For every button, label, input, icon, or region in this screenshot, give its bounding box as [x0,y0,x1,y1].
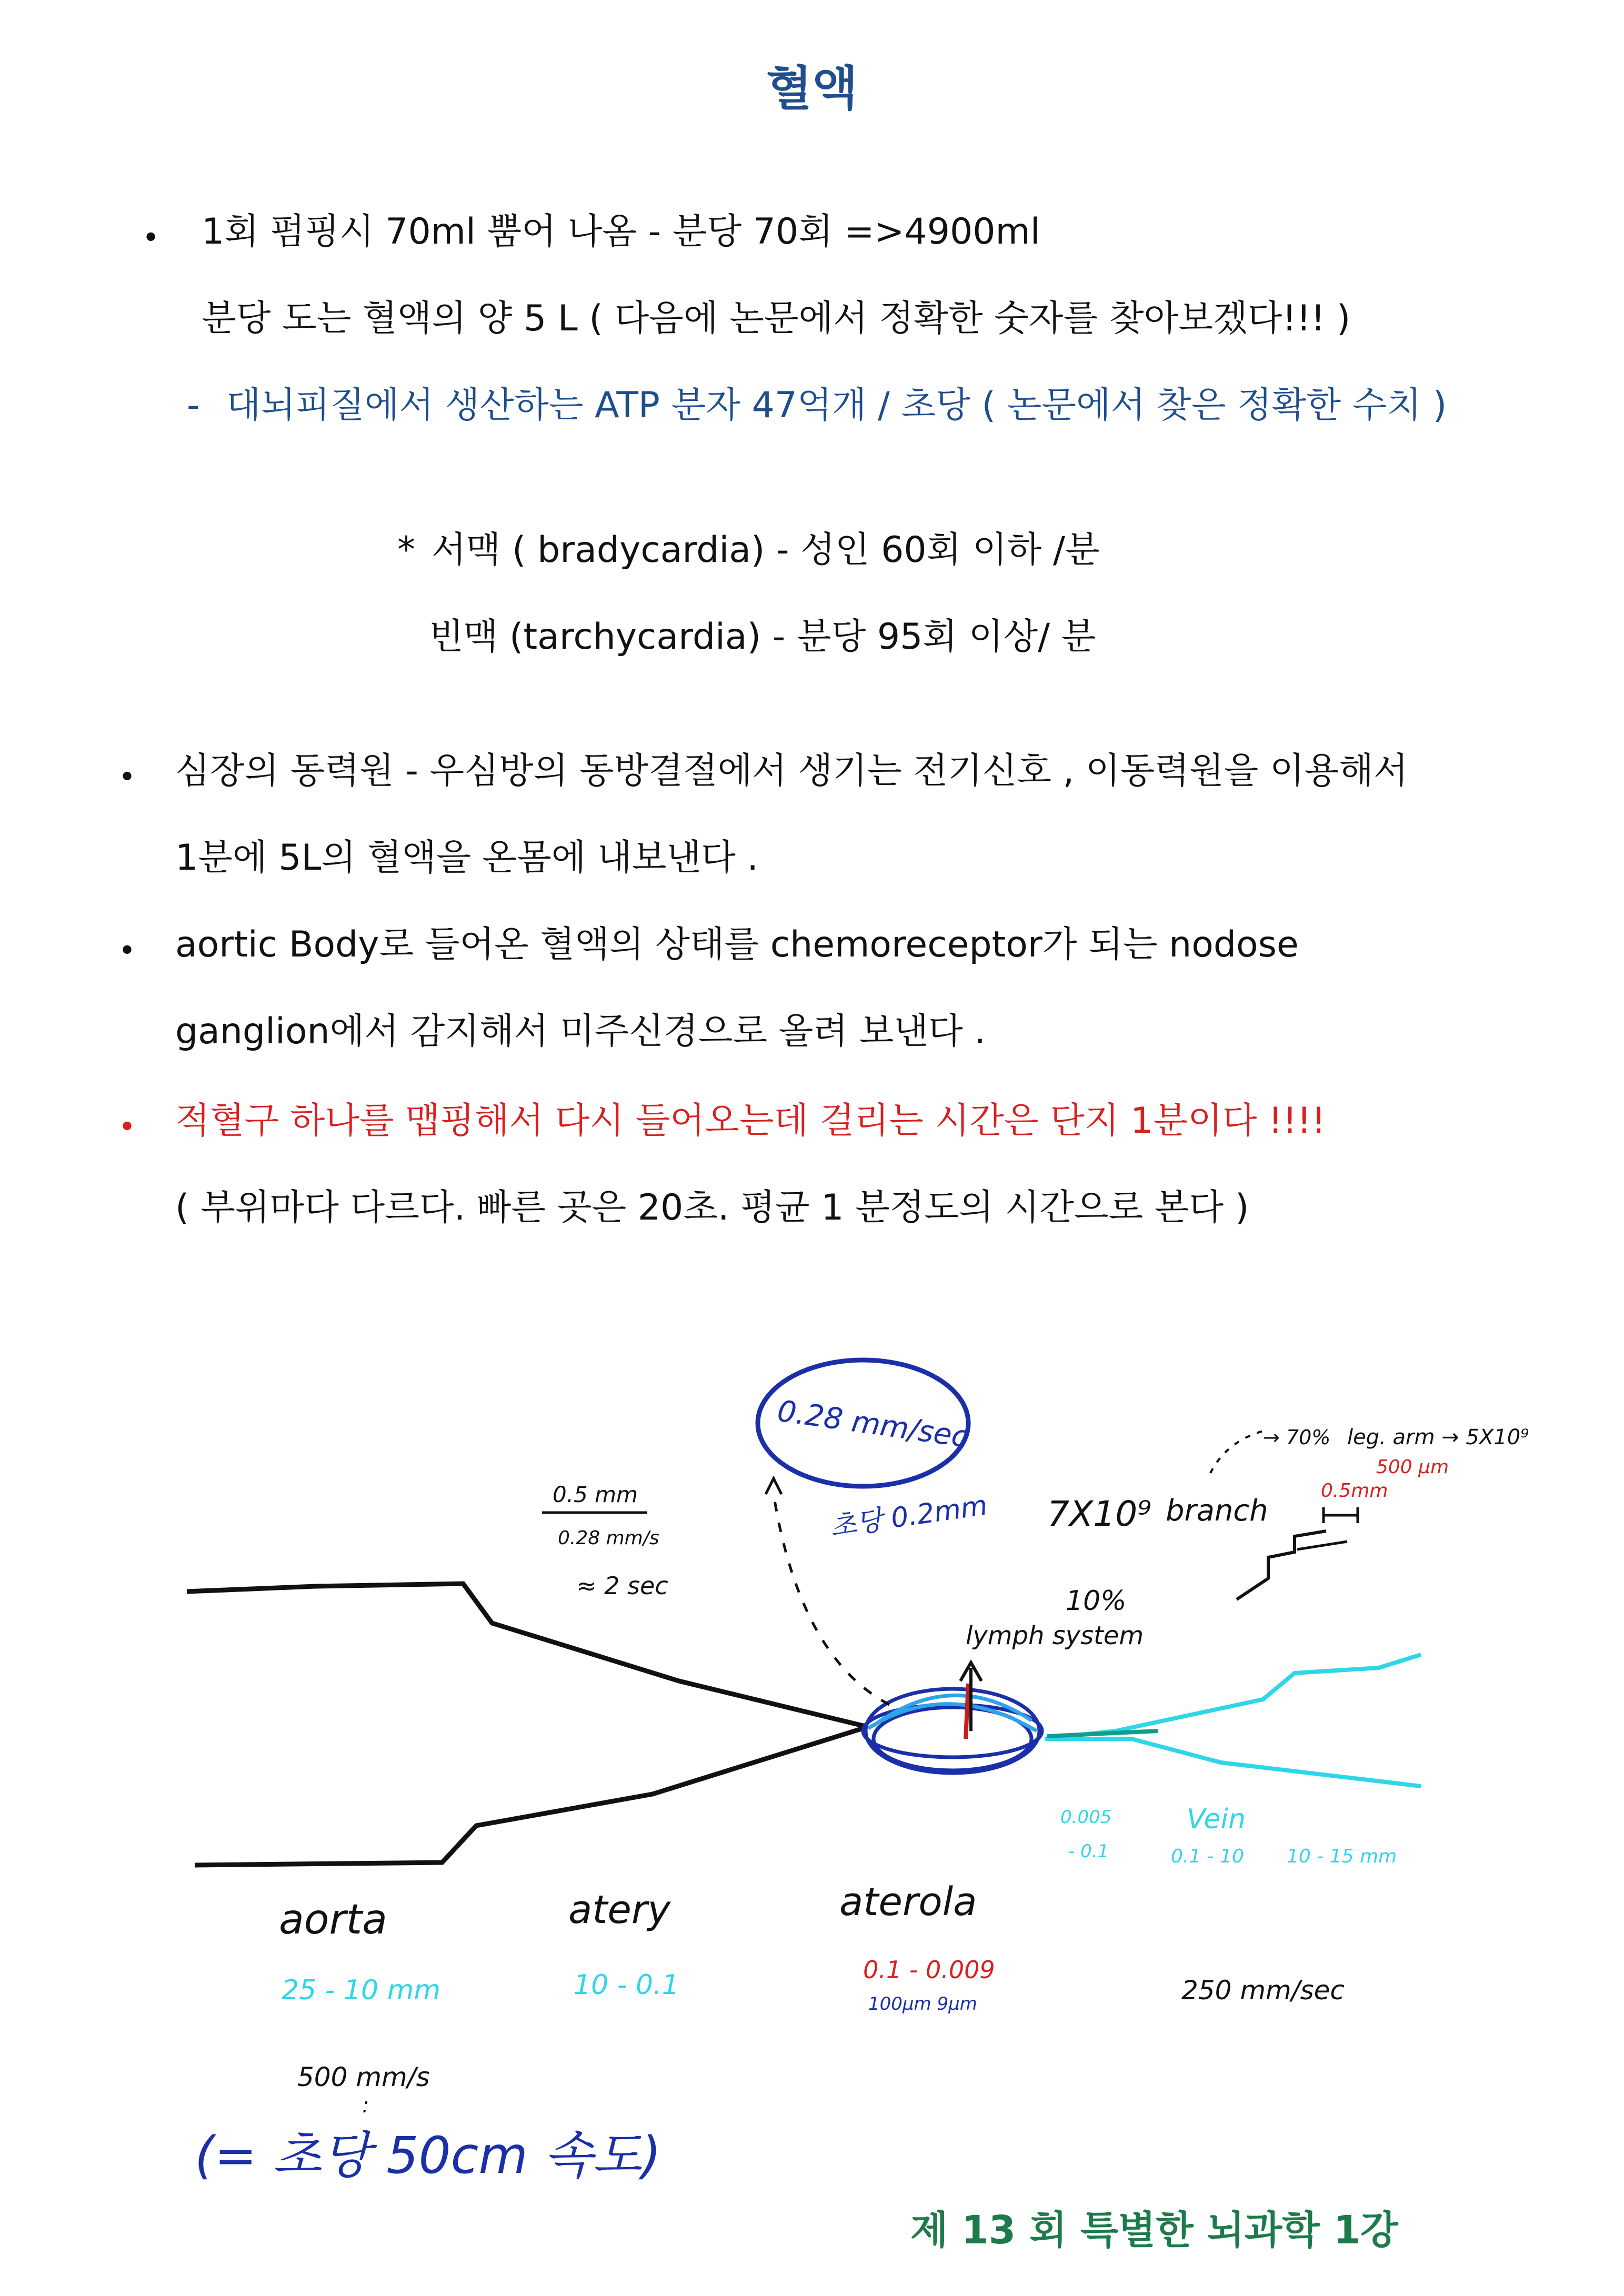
lymph-label: lymph system [966,1621,1144,1650]
dashed-pointer-head [766,1478,781,1494]
page-title: 혈액 [766,61,858,116]
speed-500-colon: : [362,2093,369,2118]
count-label: 7X10⁹ [1047,1494,1151,1534]
speed-500-label: 500 mm/s [297,2062,430,2092]
vein-label: Vein [1187,1804,1246,1835]
aterola-units: 100µm 9µm [868,1993,977,2015]
upper-vessel-line [187,1584,868,1726]
bubble-speed-label: 0.28 mm/sec [775,1394,970,1455]
branch-twig [1297,1542,1347,1549]
per-sec-500-note: (= 초당 50cm 속도) [195,2126,661,2185]
ten-pct-label: 10% [1066,1585,1127,1617]
note-heart-power: 심장의 동력원 - 우심방의 동방결절에서 생기는 전기신호 , 이동력원을 이용해서 [175,750,1408,792]
approx-label: ≈ 2 sec [576,1572,668,1600]
note-aortic-body-cont: ganglion에서 감지해서 미주신경으로 올려 보낸다 . [175,1011,986,1052]
note-red-cell: 적혈구 하나를 맵핑해서 다시 들어오는데 걸리는 시간은 단지 1분이다 !!!! [175,1100,1326,1142]
vein-junction-line [1047,1731,1158,1736]
atery-label: atery [568,1887,671,1932]
fraction-bottom-label: 0.28 mm/s [558,1527,659,1549]
bullet-dot: • [118,934,136,968]
bullet-dot: • [142,221,160,255]
aterola-range: 0.1 - 0.009 [863,1956,995,1984]
um500-label: 500 µm [1376,1456,1449,1478]
lecture-footer: 제 13 회 특별한 뇌과학 1강 [910,2208,1398,2253]
note-bradycardia: 서맥 ( bradycardia) - 성인 60회 이하 /분 [432,529,1100,571]
note-aortic-body: aortic Body로 들어온 혈액의 상태를 chemoreceptor가 되는 nodose [175,924,1299,965]
vein-b-range: 0.1 - 10 [1171,1846,1244,1867]
note-tachycardia: 빈맥 (tarchycardia) - 분당 95회 이상/ 분 [429,616,1096,658]
aterola-label: aterola [839,1879,977,1925]
measure-mark [1324,1507,1358,1523]
aorta-range: 25 - 10 mm [282,1975,440,2006]
vein-upper-line [1045,1655,1421,1739]
dash-marker: - [187,385,200,426]
blood-vessel-sketch [0,1305,1624,2262]
capillary-bed [863,1689,1042,1773]
vein-c-range: 10 - 15 mm [1287,1846,1397,1867]
vein-lower-line [1047,1739,1421,1786]
speed-250-label: 250 mm/sec [1181,1975,1345,2006]
branch-label: branch [1166,1494,1268,1528]
lower-vessel-line [195,1728,863,1865]
mm05-label: 0.5mm [1321,1480,1388,1502]
atery-range: 10 - 0.1 [574,1969,679,2001]
note-atp: 대뇌피질에서 생산하는 ATP 분자 47억개 / 초당 ( 논문에서 찾은 정확한 수치 ) [226,385,1447,426]
star-marker: * [397,529,415,571]
vein-a-bottom: - 0.1 [1068,1841,1109,1862]
note-pumping: 1회 펌핑시 70ml 뿜어 나옴 - 분당 70회 =>4900ml [202,211,1040,253]
branch-arrow [1210,1431,1263,1473]
bullet-dot: • [118,1110,136,1144]
leg-arm-label: leg. arm → 5X10⁹ [1347,1425,1529,1449]
aorta-label: aorta [279,1896,387,1943]
note-heart-power-cont: 1분에 5L의 혈액을 온몸에 내보낸다 . [175,837,759,879]
branch-sketch [1237,1531,1326,1599]
vein-a-top: 0.005 [1060,1807,1112,1828]
red-vessel-mark [966,1684,968,1739]
seventy-label: → 70% [1263,1426,1331,1449]
bullet-dot: • [118,760,136,794]
note-red-cell-cont: ( 부위마다 다르다. 빠른 곳은 20초. 평균 1 분정도의 시간으로 본다 ) [175,1187,1249,1228]
note-blood-per-minute: 분당 도는 혈액의 양 5 L ( 다음에 논문에서 정확한 숫자를 찾아보겠다!!! ) [202,298,1351,339]
per-sec-label: 초당 0.2mm [828,1489,989,1543]
fraction-top-label: 0.5 mm [553,1482,638,1507]
